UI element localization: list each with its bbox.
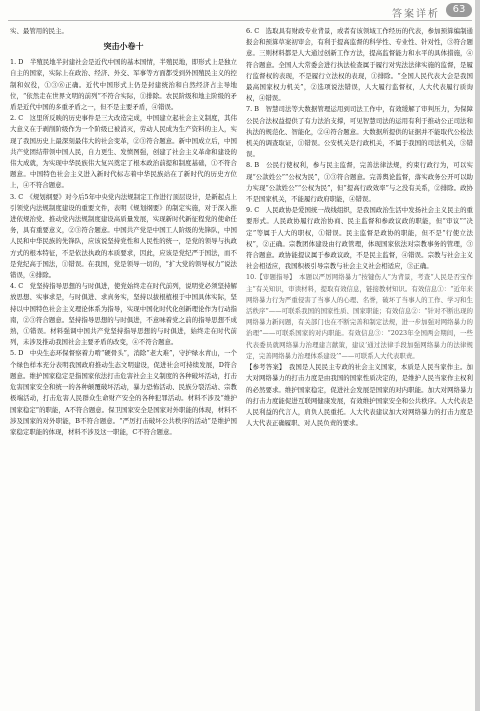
- answer-10-guide: 10.【审题指导】 本题以严厉网络暴力“按键伤人”为背景，考查“人民是否宝作主”有关知识，审读材料，提取有效信息，链接教材知识。有效信息①：“近年来网络暴力行为严重侵害了当事人的心理、名誉，破坏了当事人的工作、学习和生活秩序”——可联系我国的国家性质、国家职能；有效信息②：“针对不断出现的网络暴力新问题，有关部门也在不断完善和制定法规，进一步加强对网络暴力的治理”——可联系国家的对内职能。有效信息③：“2023年全国两会期间，一些代表委员就网络暴力治理建言献策，建议‘通过法律手段加强网络暴力的法律规定，完善网络暴力治理体系建设’”——可联系人大代表职责。: [246, 273, 473, 360]
- intro-line: 实、最管用的民主。: [10, 27, 68, 35]
- answer-1: 1. D 半殖民地半封建社会是近代中国的基本国情，半殖民地，即形式上是独立自主的国家，实际上在政治、经济、外交、军事等方面都受到外国殖民主义的控制和奴役，①③⑥正确。近代中国形式上仍是封建统治和自然经济占主导地位，“依然走在世界文明的前列”不符合实际，①排除。农民阶级和地主阶级的矛盾是近代中国的多重矛盾之一，但不是主要矛盾，④错误。: [10, 58, 237, 112]
- answer-6: 6. C 选取具有财政专业背景，或者有该领域工作经历的代表，参加预算编制通报会和预算草案初审会，有利于提高监督的科学性、专业性、针对性，③符合题意。三则材料都是人大通过创新工作方法，提高监督能力和水平的具体措施，④符合题意。全国人大常委会进行执法检查属于履行对宪法法律实施的监督，是履行监督权的表现，不是履行立法权的表现，①排除。“全国人民代表大会是我国最高国家权力机关”，②选项说法错误，人大履行监督权，人大代表履行质询权，④错误。: [246, 27, 473, 103]
- page-header: [0, 0, 480, 22]
- answer-7: 7. B 智慧司法等大数据管理运用到司法工作中，有效缓解了审判压力，为保障公民合法权益提供了有力法治支撑，可见智慧司法的运用有利于推动公正司法和执法的规范化、智能化，②④符合题意。大数据所提供的证据并不能取代公检法机关的调查取证，①错误。公安机关是行政机关，不属于我国的司法机关，③错误。: [246, 105, 473, 159]
- page-number-badge: 63: [446, 3, 472, 17]
- answer-9: 9. C 人民政协是爱国统一战线组织，是我国政治生活中发扬社会主义民主的重要形式。人民政协履行政治协商、民主监督和参政议政的职能，但“审议”“决定”等属于人大的职权，①错误。民主监督是政协的职能，但不是“行使立法权”，②正确。宗教团体建设由行政管理，体现国家依法对宗教事务的管理，③符合题意。政协能提议属于参政议政，不是民主监督，④错误。宗教与社会主义社会相适应，我国积极引导宗教与社会主义社会相适应，③正确。: [246, 206, 473, 271]
- section-title: 突击小卷十: [103, 42, 144, 52]
- left-column: [10, 26, 237, 438]
- answer-2: 2. C 这里所反映的历史事件是三大改造完成，中国建立起社会主义制度，其伟大意义在于剥削阶级作为一个阶级已被消灭，劳动人民成为生产资料的主人，实现了我国历史上最深刻最伟大的社会变革，②③符合题意。新中国成立后，中国共产党团结带领中国人民，自力更生、发愤图强，创建了社会主义革命和建设的伟大成就，为实现中华民族伟大复兴奠定了根本政治前提和制度基础，①不符合题意。中国特色社会主义进入新时代标志着中华民族站在了新时代的历史方位上，④不符合题意。: [10, 114, 237, 190]
- answer-3: 3. C 《规划纲要》对今后5年中央党内法规制定工作进行顶层设计，是新起点上引领党内法规制度建设的重要文件，表明《规划纲要》的制定实施，对于深入推进依规治党、推动党内法规制度建设高质量发展，实现新时代新征程党的使命任务，具有重要意义，②③符合题意。中国共产党是中国工人阶级的先锋队，中国人民和中华民族的先锋队，应该说坚持党性和人民性的统一，是党的领导与执政方式的根本特征，不是依法执政的本质要求，因此，应该是党纪严于国法，而不是党纪高于国法，①错误。在我国，党是领导一切的，“扩大党的领导权力”说法错误，④排除。: [10, 192, 237, 280]
- header-title: 答案详析: [392, 9, 440, 20]
- answer-5: 5. D 中央生态环保督察着力啃“硬骨头”，消除“老大难”，守护绿水青山，一个个绿色样本充分表明我国政府推动生态文明建设，促进社会可持续发展，D符合题意。维护国家稳定是指国家依法打击危害社会主义制度的各种破坏活动，打击危害国家安全和统一的各种颠覆破坏活动，暴力恐怖活动、民族分裂活动、宗教极端活动，打击危害人民群众生命财产安全的各种犯罪活动。材料不涉及“维护国家稳定”的职能，A不符合题意。保卫国家安全是国家对外职能的体现，材料不涉及国家的对外职能，B不符合题意。“严厉打击破坏公共秩序的活动”是维护国家稳定职能的体现，材料不涉及这一职能，C不符合题意。: [10, 349, 237, 436]
- answer-8: 8. B 公民行使权利，参与民主监督，完善法律法规，约束行政行为，可以实现“公款姓公”“公权为民”，①③符合题意。完善舆论监督，落实政务公开可以助力实现“公款姓公”“公权为民”，但“提高行政效率”与之没有关系，②排除。政协不是国家机关，不能履行政府职能，④错误。: [246, 161, 473, 204]
- answer-4: 4. C 党坚持指导思想的与时俱进，使党始终走在时代前列，说明党必须坚持解放思想、实事求是，与时俱进、求真务实，坚持以拔根植根于中国具体实际，坚持以中国特色社会主义理论体系为指导，实现中国化时代化创新理论作为行动指南，②③符合题意。坚持指导思想的与时俱进，不意味着党之前的指导思想不成熟，①错误。材料强调中国共产党坚持指导思想的与时俱进，始终走在时代前列，未涉及推动我国社会主要矛盾的改变，④不符合题意。: [10, 282, 237, 347]
- page-edge-bar: [475, 0, 480, 711]
- answer-10-reference: 【参考答案】 我国是人民民主专政的社会主义国家，本质是人民当家作主。加大对网络暴力的打击力度是由我国的国家性质决定的，是维护人民当家作主权利的必然要求。维护国家稳定，促进社会发展是国家的对内职能。加大对网络暴力的打击力度能促进互联网健康发展，有效维护国家安全和公共秩序。人大代表是人民利益的代言人，肩负人民重托。人大代表建议加大对网络暴力的打击力度是人大代表正确履职、对人民负责的要求。: [246, 363, 473, 428]
- header-divider: [8, 20, 472, 21]
- right-column: [246, 26, 473, 429]
